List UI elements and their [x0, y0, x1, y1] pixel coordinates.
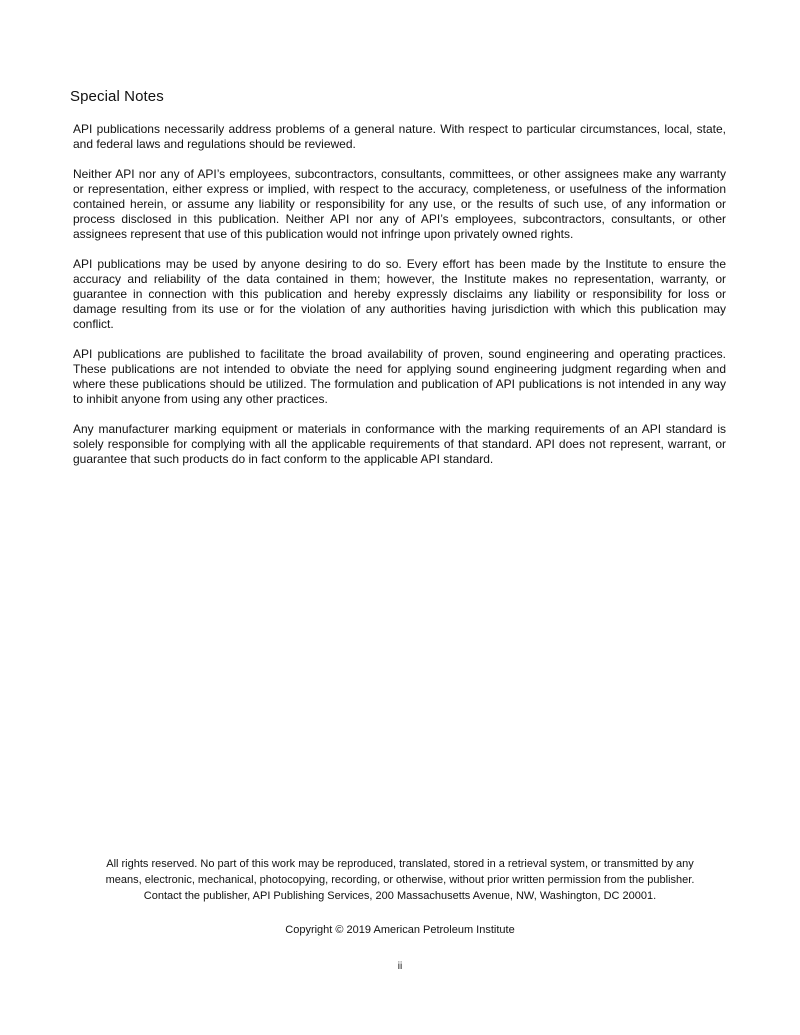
rights-notice — [70, 856, 730, 904]
paragraph-manufacturer-marking: Any manufacturer marking equipment or materials in conformance with the marking requirements of an API standard is solely responsible for complying with all the applicable requirements of that standard. API does not represent, warrant, or guarantee that such products do in fact conform to the applicable API standard. — [73, 422, 726, 466]
rights-line: means, electronic, mechanical, photocopying, recording, or otherwise, without prior written permission from the publisher. — [105, 874, 695, 886]
copyright-notice: Copyright © 2019 American Petroleum Institute — [285, 924, 515, 936]
paragraph-use-by-anyone: API publications may be used by anyone desiring to do so. Every effort has been made by the Institute to ensure the accuracy and reliability of the data contained in them; however, the Institute makes no representation, warranty, or guarantee in connection with this publication and hereby expressly disclaims any liability or responsibility for loss or damage resulting from its use or for the violation of any authorities having jurisdiction with which this publication may conflict. — [73, 257, 726, 331]
paragraph-general-nature: API publications necessarily address problems of a general nature. With respect to particular circumstances, local, state, and federal laws and regulations should be reviewed. — [73, 122, 726, 151]
page-number: ii — [397, 961, 403, 972]
notes-body — [73, 122, 726, 482]
paragraph-sound-engineering: API publications are published to facilitate the broad availability of proven, sound engineering and operating practices. These publications are not intended to obviate the need for applying sound engineering judgment regarding when and where these publications should be utilized. The formulation and publication of API publications is not intended in any way to inhibit anyone from using any other practices. — [73, 347, 726, 406]
paragraph-no-warranty: Neither API nor any of API’s employees, subcontractors, consultants, committees, or other assignees make any warranty or representation, either express or implied, with respect to the accuracy, completeness, or usefulness of the information contained herein, or assume any liability or responsibility for any use, or the results of such use, of any information or process disclosed in this publication. Neither API nor any of API’s employees, subcontractors, consultants, or other assignees represent that use of this publication would not infringe upon privately owned rights. — [73, 167, 726, 241]
rights-line: All rights reserved. No part of this work may be reproduced, translated, stored in a retrieval system, or transmitted by any — [106, 858, 694, 870]
section-heading: Special Notes — [70, 88, 164, 105]
rights-line: Contact the publisher, API Publishing Services, 200 Massachusetts Avenue, NW, Washington, DC 20001. — [143, 890, 657, 902]
